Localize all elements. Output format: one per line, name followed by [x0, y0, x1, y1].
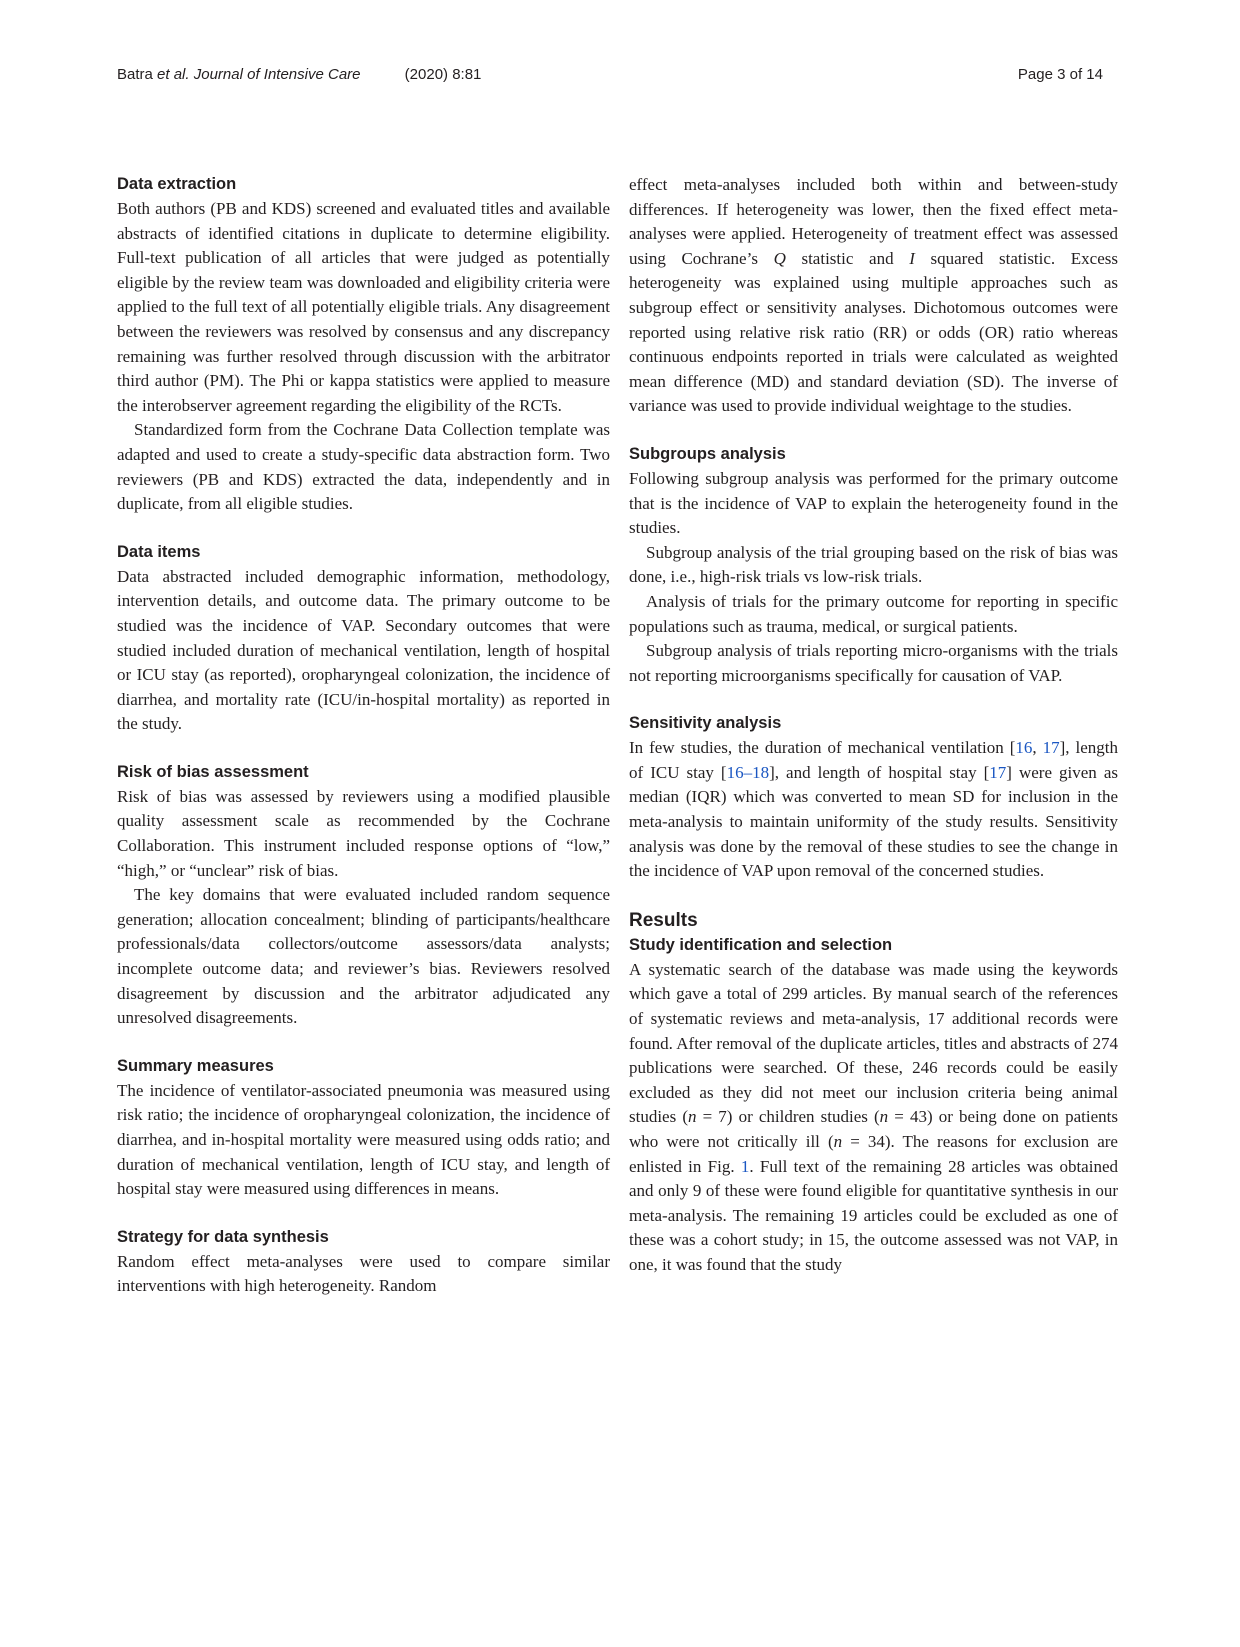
section-heading-sensitivity: Sensitivity analysis — [629, 714, 782, 733]
page-header — [117, 62, 1103, 86]
section-heading-subgroups: Subgroups analysis — [629, 444, 786, 463]
figure-link[interactable]: 1 — [740, 1156, 750, 1176]
citation-link[interactable]: 17 — [989, 762, 1007, 782]
paragraph: Subgroup analysis of the trial grouping based on the risk of bias was done, i.e., high-risk trials vs low-risk trials. — [629, 542, 1118, 587]
section-heading-strategy: Strategy for data synthesis — [117, 1227, 329, 1246]
paragraph: The key domains that were evaluated included random sequence generation; allocation concealment; blinding of participants/healthcare professionals/data collectors/outcome assessors/data analysts; incomplete outcome data; and reviewer’s bias. Reviewers resolved disagreement by discussion and the arbitrator adjudicated any unresolved disagreements. — [117, 885, 610, 1028]
citation-link[interactable]: 17 — [1042, 738, 1060, 758]
left-column — [117, 173, 610, 1299]
paragraph: A systematic search of the database was made using the keywords which gave a total of 299 articles. By manual search of the references of systematic reviews and meta-analysis, 17 additional records were found. After removal of the duplicate articles, titles and abstracts of 274 publications were searched. Of these, 246 records could be easily excluded as they did not meet our inclusion criteria being animal studies (n = 7) or children studies (n = 43) or being done on patients who were not critically ill (n = 34). The reasons for exclusion are enlisted in Fig. 1. Full text of the remaining 28 articles was obtained and only 9 of these were found eligible for quantitative synthesis in our meta-analysis. The remaining 19 articles could be excluded as one of these was a cohort study; in 15, the outcome assessed was not VAP, in one, it was found that the study — [629, 959, 1118, 1274]
section-heading-results: Results — [629, 909, 698, 931]
paragraph: Both authors (PB and KDS) screened and evaluated titles and available abstracts of identified citations in duplicate to determine eligibility. Full-text publication of all articles that were judged as potentially eligible by the review team was downloaded and eligibility criteria were applied to the full text of all potentially eligible trials. Any disagreement between the reviewers was resolved by consensus and any discrepancy remaining was further resolved through discussion with the arbitrator third author (PM). The Phi or kappa statistics were applied to measure the interobserver agreement regarding the eligibility of the RCTs. — [117, 199, 610, 415]
paragraph: Following subgroup analysis was performed for the primary outcome that is the incidence of VAP to explain the heterogeneity found in the studies. — [629, 468, 1118, 538]
subsection-heading-study-identification: Study identification and selection — [629, 935, 893, 954]
page-number: Page 3 of 14 — [1017, 66, 1103, 83]
citation-link[interactable]: 16 — [1015, 738, 1033, 758]
section-heading-data-extraction: Data extraction — [117, 175, 237, 193]
paragraph: Subgroup analysis of trials reporting micro-organisms with the trials not reporting microorganisms specifically for causation of VAP. — [629, 641, 1118, 685]
right-column — [629, 173, 1118, 1278]
paragraph: Risk of bias was assessed by reviewers using a modified plausible quality assessment scale as recommended by the Cochrane Collaboration. This instrument included response options of “low,” “high,” or “unclear” risk of bias. — [117, 786, 610, 880]
paragraph: Random effect meta-analyses were used to compare similar interventions with high heterogeneity. Random — [117, 1251, 610, 1296]
paragraph: In few studies, the duration of mechanical ventilation [16, 17], length of ICU stay [16–18], and length of hospital stay [17] were given as median (IQR) which was converted to mean SD for inclusion in the meta-analysis to maintain uniformity of the study results. Sensitivity analysis was done by the removal of these studies to see the change in the incidence of VAP upon removal of the concerned studies. — [629, 738, 1119, 881]
paragraph: Data abstracted included demographic information, methodology, intervention details, and outcome data. The primary outcome to be studied was the incidence of VAP. Secondary outcomes that were studied included duration of mechanical ventilation, length of hospital or ICU stay (as reported), oropharyngeal colonization, the incidence of diarrhea, and mortality rate (ICU/in-hospital mortality) as reported in the study. — [117, 566, 610, 734]
paragraph: Analysis of trials for the primary outcome for reporting in specific populations such as trauma, medical, or surgical patients. — [629, 591, 1118, 636]
running-head — [117, 66, 481, 83]
section-heading-summary-measures: Summary measures — [117, 1056, 274, 1075]
paragraph: Standardized form from the Cochrane Data Collection template was adapted and used to create a study-specific data abstraction form. Two reviewers (PB and KDS) extracted the data, independently and in duplicate, from all eligible studies. — [117, 420, 610, 514]
paragraph: effect meta-analyses included both within and between-study differences. If heterogeneity was lower, then the fixed effect meta-analyses were applied. Heterogeneity of treatment effect was assessed using Cochrane’s Q statistic and I squared statistic. Excess heterogeneity was explained using multiple approaches such as subgroup effect or sensitivity analyses. Dichotomous outcomes were reported using relative risk ratio (RR) or odds (OR) ratio whereas continuous endpoints reported in trials were calculated as weighted mean difference (MD) and standard deviation (SD). The inverse of variance was used to provide individual weightage to the studies. — [629, 175, 1119, 416]
paragraph: The incidence of ventilator-associated pneumonia was measured using risk ratio; the incidence of oropharyngeal colonization, the incidence of diarrhea, and in-hospital mortality were measured using odds ratio; and duration of mechanical ventilation, length of ICU stay, and length of hospital stay were measured using differences in means. — [117, 1080, 610, 1199]
section-heading-risk-of-bias: Risk of bias assessment — [117, 762, 309, 781]
journal-name: et al. Journal of Intensive Care — [157, 66, 361, 83]
citation-link[interactable]: 16–18 — [726, 762, 770, 782]
section-heading-data-items: Data items — [117, 542, 201, 561]
author-name: Batra — [117, 66, 153, 83]
citation-info: (2020) 8:81 — [404, 66, 482, 83]
